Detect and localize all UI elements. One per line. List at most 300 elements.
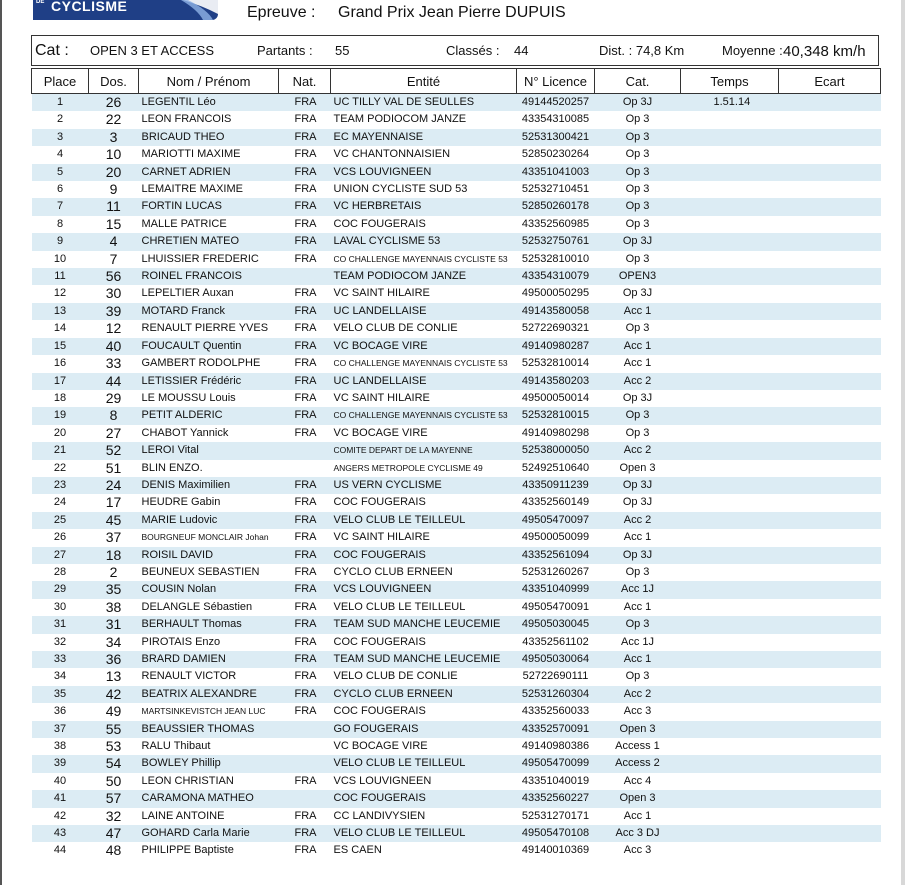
gap-cell xyxy=(779,616,881,633)
category-cell: Op 3 xyxy=(625,148,650,161)
gap-cell xyxy=(779,338,881,355)
team-cell: VC BOCAGE VIRE xyxy=(333,426,428,439)
time-cell xyxy=(681,407,779,424)
team-cell: CYCLO CLUB ERNEEN xyxy=(333,565,453,578)
time-cell xyxy=(681,338,779,355)
place-cell: 21 xyxy=(32,442,89,459)
table-body xyxy=(32,94,881,860)
team-cell: UNION CYCLISTE SUD 53 xyxy=(333,183,468,196)
nationality-cell xyxy=(279,268,331,285)
time-cell xyxy=(681,233,779,250)
licence-cell: 43352560985 xyxy=(521,217,590,230)
cycling-logo xyxy=(33,0,218,20)
licence-cell: 49505470097 xyxy=(517,512,595,529)
name-cell: BEUNEUX SEBASTIEN xyxy=(141,565,260,578)
name-cell: LEON CHRISTIAN xyxy=(141,774,234,787)
table-row xyxy=(32,512,881,529)
dossard-cell: 9 xyxy=(109,181,118,198)
gap-cell xyxy=(779,790,881,807)
race-info-box xyxy=(31,35,879,66)
category-cell: Open 3 xyxy=(595,721,681,738)
time-cell xyxy=(681,651,779,668)
nationality-cell: FRA xyxy=(294,565,317,578)
team-cell: UC LANDELLAISE xyxy=(331,303,517,320)
team-cell: UC LANDELLAISE xyxy=(331,373,517,390)
category-cell: Acc 2 xyxy=(595,686,681,703)
nationality-cell: FRA xyxy=(279,198,331,215)
time-cell xyxy=(681,668,779,685)
place-cell: 7 xyxy=(32,198,89,215)
category-cell: Op 3 xyxy=(595,616,681,633)
table-row xyxy=(32,181,881,198)
distance: Dist. : 74,8 Km xyxy=(599,43,685,58)
time-cell xyxy=(681,198,779,215)
licence-cell: 52531260304 xyxy=(517,686,595,703)
licence-cell: 52850260178 xyxy=(517,198,595,215)
licence-cell: 52850230264 xyxy=(521,148,590,161)
dossard-cell: 51 xyxy=(105,459,122,476)
nationality-cell xyxy=(279,721,331,738)
licence-cell: 52538000050 xyxy=(517,442,595,459)
category-cell: Op 3J xyxy=(622,391,653,404)
category-cell: Access 2 xyxy=(595,755,681,772)
gap-cell xyxy=(779,425,881,442)
team-cell: CO CHALLENGE MAYENNAIS CYCLISTE 53 xyxy=(333,253,508,264)
nationality-cell: FRA xyxy=(279,164,331,181)
category-cell: Acc 1J xyxy=(595,581,681,598)
category-cell: Op 3 xyxy=(595,129,681,146)
name-cell: BOURGNEUF MONCLAIR Johan xyxy=(141,532,269,543)
name-cell: MOTARD Franck xyxy=(139,303,279,320)
place-cell: 23 xyxy=(32,477,89,494)
time-cell xyxy=(681,320,779,337)
team-cell: COMITE DEPART DE LA MAYENNE xyxy=(331,442,517,459)
table-row xyxy=(32,216,881,233)
table-row xyxy=(32,460,881,477)
time-cell xyxy=(681,355,779,372)
gap-cell xyxy=(779,373,881,390)
licence-cell: 49140980386 xyxy=(521,740,590,753)
dossard-cell: 56 xyxy=(89,268,139,285)
nationality-cell xyxy=(279,790,331,807)
licence-cell: 52722690111 xyxy=(522,670,589,683)
category-cell: Op 3 xyxy=(625,252,650,265)
nationality-cell: FRA xyxy=(279,651,331,668)
licence-cell: 52532810014 xyxy=(521,357,590,370)
time-cell xyxy=(681,390,779,407)
licence-cell: 52532810010 xyxy=(521,252,590,265)
logo-text: CYCLISME xyxy=(51,0,128,14)
table-row xyxy=(32,198,881,215)
nationality-cell: FRA xyxy=(294,113,317,126)
name-cell: FOUCAULT Quentin xyxy=(139,338,279,355)
place-cell: 39 xyxy=(32,755,89,772)
nationality-cell: FRA xyxy=(279,233,331,250)
category-cell: Acc 3 xyxy=(623,844,652,857)
table-row xyxy=(32,721,881,738)
team-cell: VELO CLUB LE TEILLEUL xyxy=(333,600,466,613)
nationality-cell xyxy=(279,460,331,477)
licence-cell: 52532710451 xyxy=(521,183,590,196)
nationality-cell: FRA xyxy=(279,547,331,564)
name-cell: LE MOUSSU Louis xyxy=(141,391,236,404)
gap-cell xyxy=(779,755,881,772)
nationality-cell: FRA xyxy=(294,809,317,822)
nationality-cell: FRA xyxy=(294,600,317,613)
name-cell: MALLE PATRICE xyxy=(141,217,227,230)
table-row xyxy=(32,251,881,268)
results-table xyxy=(31,68,881,860)
table-row xyxy=(32,494,881,511)
dossard-cell: 15 xyxy=(105,215,122,232)
table-row xyxy=(32,668,881,685)
time-cell xyxy=(681,146,779,163)
time-cell xyxy=(681,512,779,529)
name-cell: CARNET ADRIEN xyxy=(139,164,279,181)
dossard-cell: 17 xyxy=(105,494,122,511)
category-cell: Op 3J xyxy=(622,496,653,509)
licence-cell: 43354310085 xyxy=(521,113,590,126)
team-cell: VELO CLUB LE TEILLEUL xyxy=(331,512,517,529)
nationality-cell: FRA xyxy=(294,426,317,439)
nationality-cell: FRA xyxy=(294,774,317,787)
licence-cell: 49500050099 xyxy=(521,531,590,544)
place-cell: 43 xyxy=(32,825,89,842)
gap-cell xyxy=(779,164,881,181)
table-row xyxy=(32,651,881,668)
nationality-cell: FRA xyxy=(294,391,317,404)
licence-cell: 43351041003 xyxy=(517,164,595,181)
team-cell: TEAM SUD MANCHE LEUCEMIE xyxy=(331,651,517,668)
licence-cell: 49143580203 xyxy=(517,373,595,390)
nationality-cell: FRA xyxy=(294,705,317,718)
gap-cell xyxy=(779,703,881,720)
dossard-cell: 33 xyxy=(105,355,122,372)
dossard-cell: 45 xyxy=(89,512,139,529)
dossard-cell: 39 xyxy=(89,303,139,320)
nationality-cell: FRA xyxy=(294,217,317,230)
gap-cell xyxy=(779,599,881,616)
team-cell: ANGERS METROPOLE CYCLISME 49 xyxy=(333,462,483,473)
team-cell: CYCLO CLUB ERNEEN xyxy=(331,686,517,703)
partants-label: Partants : xyxy=(257,43,313,58)
licence-cell: 49505470091 xyxy=(521,600,590,613)
category-cell: Acc 1 xyxy=(623,600,652,613)
name-cell: LEPELTIER Auxan xyxy=(141,287,234,300)
team-cell: VC CHANTONNAISIEN xyxy=(333,148,451,161)
name-cell: BEAUSSIER THOMAS xyxy=(139,721,279,738)
table-row xyxy=(32,442,881,459)
gap-cell xyxy=(779,494,881,511)
team-cell: ES CAEN xyxy=(333,844,382,857)
team-cell: COC FOUGERAIS xyxy=(333,635,426,648)
dossard-cell: 57 xyxy=(89,790,139,807)
table-row xyxy=(32,773,881,790)
gap-cell xyxy=(779,651,881,668)
place-cell: 40 xyxy=(53,774,67,787)
col-header-place: Place xyxy=(32,69,89,94)
nationality-cell: FRA xyxy=(294,148,317,161)
dossard-cell: 50 xyxy=(105,772,122,789)
team-cell: CO CHALLENGE MAYENNAIS CYCLISTE 53 xyxy=(331,407,517,424)
dossard-cell: 7 xyxy=(109,250,118,267)
place-cell: 4 xyxy=(56,148,64,161)
gap-cell xyxy=(779,181,881,198)
col-header-ecart: Ecart xyxy=(779,69,881,94)
licence-cell: 49140010369 xyxy=(521,844,590,857)
team-cell: CO CHALLENGE MAYENNAIS CYCLISTE 53 xyxy=(333,358,508,369)
place-cell: 42 xyxy=(53,809,67,822)
dossard-cell: 11 xyxy=(89,198,139,215)
place-cell: 6 xyxy=(56,183,64,196)
category-cell: Op 3 xyxy=(595,407,681,424)
time-cell xyxy=(681,529,779,546)
category-cell: Acc 1 xyxy=(623,531,652,544)
category-cell: Acc 1 xyxy=(595,651,681,668)
gap-cell xyxy=(779,668,881,685)
licence-cell: 43352560149 xyxy=(521,496,590,509)
team-cell: VC HERBRETAIS xyxy=(331,198,517,215)
gap-cell xyxy=(779,808,881,825)
name-cell: COUSIN Nolan xyxy=(139,581,279,598)
partants-value: 55 xyxy=(335,43,350,58)
table-row xyxy=(32,111,881,128)
table-row xyxy=(32,146,881,163)
col-header-nat: Nat. xyxy=(279,69,331,94)
nationality-cell: FRA xyxy=(279,94,331,112)
team-cell: VCS LOUVIGNEEN xyxy=(331,164,517,181)
category-cell: Op 3J xyxy=(595,477,681,494)
nationality-cell: FRA xyxy=(279,477,331,494)
category-cell: Acc 4 xyxy=(623,774,652,787)
place-cell: 28 xyxy=(53,565,67,578)
category-cell: Acc 2 xyxy=(595,512,681,529)
time-cell xyxy=(681,303,779,320)
gap-cell xyxy=(779,460,881,477)
dossard-cell: 34 xyxy=(105,633,122,650)
dossard-cell: 44 xyxy=(89,373,139,390)
team-cell: VCS LOUVIGNEEN xyxy=(333,774,432,787)
team-cell: GO FOUGERAIS xyxy=(331,721,517,738)
team-cell: TEAM PODIOCOM JANZE xyxy=(333,113,467,126)
team-cell: VC SAINT HILAIRE xyxy=(333,287,430,300)
gap-cell xyxy=(779,721,881,738)
dossard-cell: 31 xyxy=(89,616,139,633)
place-cell: 3 xyxy=(32,129,89,146)
name-cell: BOWLEY Phillip xyxy=(139,755,279,772)
name-cell: MARIOTTI MAXIME xyxy=(141,148,241,161)
dossard-cell: 52 xyxy=(89,442,139,459)
team-cell: VELO CLUB DE CONLIE xyxy=(333,322,458,335)
gap-cell xyxy=(779,564,881,581)
licence-cell: 43351040019 xyxy=(521,774,590,787)
name-cell: GOHARD Carla Marie xyxy=(139,825,279,842)
classes-label: Classés : xyxy=(446,43,500,58)
time-cell xyxy=(681,547,779,564)
dossard-cell: 54 xyxy=(89,755,139,772)
place-cell: 5 xyxy=(32,164,89,181)
nationality-cell: FRA xyxy=(294,287,317,300)
licence-cell: 52492510640 xyxy=(521,461,590,474)
category-cell: Op 3J xyxy=(595,547,681,564)
name-cell: CHABOT Yannick xyxy=(141,426,229,439)
dossard-cell: 40 xyxy=(89,338,139,355)
nationality-cell: FRA xyxy=(294,635,317,648)
gap-cell xyxy=(779,146,881,163)
nationality-cell: FRA xyxy=(279,407,331,424)
left-window-edge xyxy=(0,0,2,885)
licence-cell: 52532810015 xyxy=(517,407,595,424)
licence-cell: 43352561094 xyxy=(517,547,595,564)
right-window-edge xyxy=(901,0,905,885)
team-cell: VC BOCAGE VIRE xyxy=(331,338,517,355)
category-cell: Acc 1 xyxy=(623,357,652,370)
place-cell: 38 xyxy=(53,740,67,753)
category-cell: Op 3 xyxy=(595,164,681,181)
dossard-cell: 3 xyxy=(89,129,139,146)
dossard-cell: 2 xyxy=(109,563,118,580)
name-cell: PIROTAIS Enzo xyxy=(141,635,221,648)
table-row xyxy=(32,703,881,720)
name-cell: CHRETIEN MATEO xyxy=(139,233,279,250)
table-row xyxy=(32,634,881,651)
time-cell xyxy=(681,773,779,790)
licence-cell: 52531300421 xyxy=(517,129,595,146)
gap-cell xyxy=(779,320,881,337)
col-header-dossard: Dos. xyxy=(89,69,139,94)
nationality-cell: FRA xyxy=(279,686,331,703)
category-cell: Acc 3 xyxy=(623,705,652,718)
name-cell: RALU Thibaut xyxy=(141,740,211,753)
nationality-cell: FRA xyxy=(294,531,317,544)
team-cell: VELO CLUB LE TEILLEUL xyxy=(331,755,517,772)
category-cell: Op 3 xyxy=(625,565,650,578)
gap-cell xyxy=(779,216,881,233)
time-cell: 1.51.14 xyxy=(681,94,779,112)
dossard-cell: 36 xyxy=(89,651,139,668)
gap-cell xyxy=(779,581,881,598)
name-cell: ROISIL DAVID xyxy=(139,547,279,564)
nationality-cell xyxy=(279,738,331,755)
time-cell xyxy=(681,425,779,442)
time-cell xyxy=(681,477,779,494)
table-row xyxy=(32,599,881,616)
table-row xyxy=(32,94,881,112)
place-cell: 25 xyxy=(32,512,89,529)
dossard-cell: 10 xyxy=(105,146,122,163)
time-cell xyxy=(681,738,779,755)
dossard-cell: 4 xyxy=(89,233,139,250)
table-row xyxy=(32,581,881,598)
place-cell: 29 xyxy=(32,581,89,598)
name-cell: BRARD DAMIEN xyxy=(139,651,279,668)
licence-cell: 52531260267 xyxy=(521,565,590,578)
place-cell: 22 xyxy=(53,461,67,474)
gap-cell xyxy=(779,842,881,859)
name-cell: RENAULT PIERRE YVES xyxy=(141,322,269,335)
table-row xyxy=(32,338,881,355)
table-row xyxy=(32,564,881,581)
gap-cell xyxy=(779,547,881,564)
name-cell: LHUISSIER FREDERIC xyxy=(141,252,259,265)
name-cell: BERHAULT Thomas xyxy=(139,616,279,633)
team-cell: US VERN CYCLISME xyxy=(331,477,517,494)
name-cell: LEON FRANCOIS xyxy=(141,113,232,126)
name-cell: PETIT ALDERIC xyxy=(139,407,279,424)
table-row xyxy=(32,616,881,633)
place-cell: 20 xyxy=(53,426,67,439)
place-cell: 35 xyxy=(32,686,89,703)
table-row xyxy=(32,320,881,337)
nationality-cell: FRA xyxy=(279,338,331,355)
nationality-cell: FRA xyxy=(294,496,317,509)
gap-cell xyxy=(779,825,881,842)
place-cell: 30 xyxy=(53,600,67,613)
time-cell xyxy=(681,268,779,285)
time-cell xyxy=(681,616,779,633)
team-cell: COC FOUGERAIS xyxy=(333,217,426,230)
place-cell: 34 xyxy=(53,670,67,683)
category-cell: Op 3 xyxy=(625,670,650,683)
name-cell: MARIE Ludovic xyxy=(139,512,279,529)
gap-cell xyxy=(779,390,881,407)
category-cell: Op 3 xyxy=(625,183,650,196)
team-cell: VELO CLUB LE TEILLEUL xyxy=(331,825,517,842)
col-header-temps: Temps xyxy=(681,69,779,94)
team-cell: TEAM PODIOCOM JANZE xyxy=(331,268,517,285)
col-header-cat: Cat. xyxy=(595,69,681,94)
table-row xyxy=(32,825,881,842)
table-row xyxy=(32,686,881,703)
time-cell xyxy=(681,686,779,703)
dossard-cell: 18 xyxy=(89,547,139,564)
category-cell: Acc 3 DJ xyxy=(595,825,681,842)
category-cell: Open 3 xyxy=(595,790,681,807)
licence-cell: 49140980287 xyxy=(517,338,595,355)
table-row xyxy=(32,129,881,146)
category-cell: Op 3J xyxy=(595,94,681,112)
licence-cell: 52531270171 xyxy=(521,809,590,822)
gap-cell xyxy=(779,285,881,302)
time-cell xyxy=(681,755,779,772)
time-cell xyxy=(681,581,779,598)
gap-cell xyxy=(779,634,881,651)
nationality-cell: FRA xyxy=(294,844,317,857)
table-row xyxy=(32,790,881,807)
name-cell: LEGENTIL Léo xyxy=(139,94,279,112)
gap-cell xyxy=(779,512,881,529)
place-cell: 33 xyxy=(32,651,89,668)
place-cell: 32 xyxy=(53,635,67,648)
category-cell: Op 3 xyxy=(595,198,681,215)
table-row xyxy=(32,268,881,285)
team-cell: CC LANDIVYSIEN xyxy=(333,809,426,822)
epreuve-label: Epreuve : xyxy=(247,4,316,21)
licence-cell: 49500050295 xyxy=(521,287,590,300)
team-cell: TEAM SUD MANCHE LEUCEMIE xyxy=(331,616,517,633)
category-cell: Acc 1 xyxy=(595,338,681,355)
name-cell: LAINE ANTOINE xyxy=(141,809,225,822)
team-cell: EC MAYENNAISE xyxy=(331,129,517,146)
team-cell: COC FOUGERAIS xyxy=(331,547,517,564)
table-row xyxy=(32,738,881,755)
dossard-cell: 26 xyxy=(89,94,139,112)
place-cell: 12 xyxy=(53,287,67,300)
table-row xyxy=(32,529,881,546)
nationality-cell: FRA xyxy=(279,825,331,842)
epreuve-name: Grand Prix Jean Pierre DUPUIS xyxy=(338,4,566,21)
name-cell: RENAULT VICTOR xyxy=(141,670,237,683)
